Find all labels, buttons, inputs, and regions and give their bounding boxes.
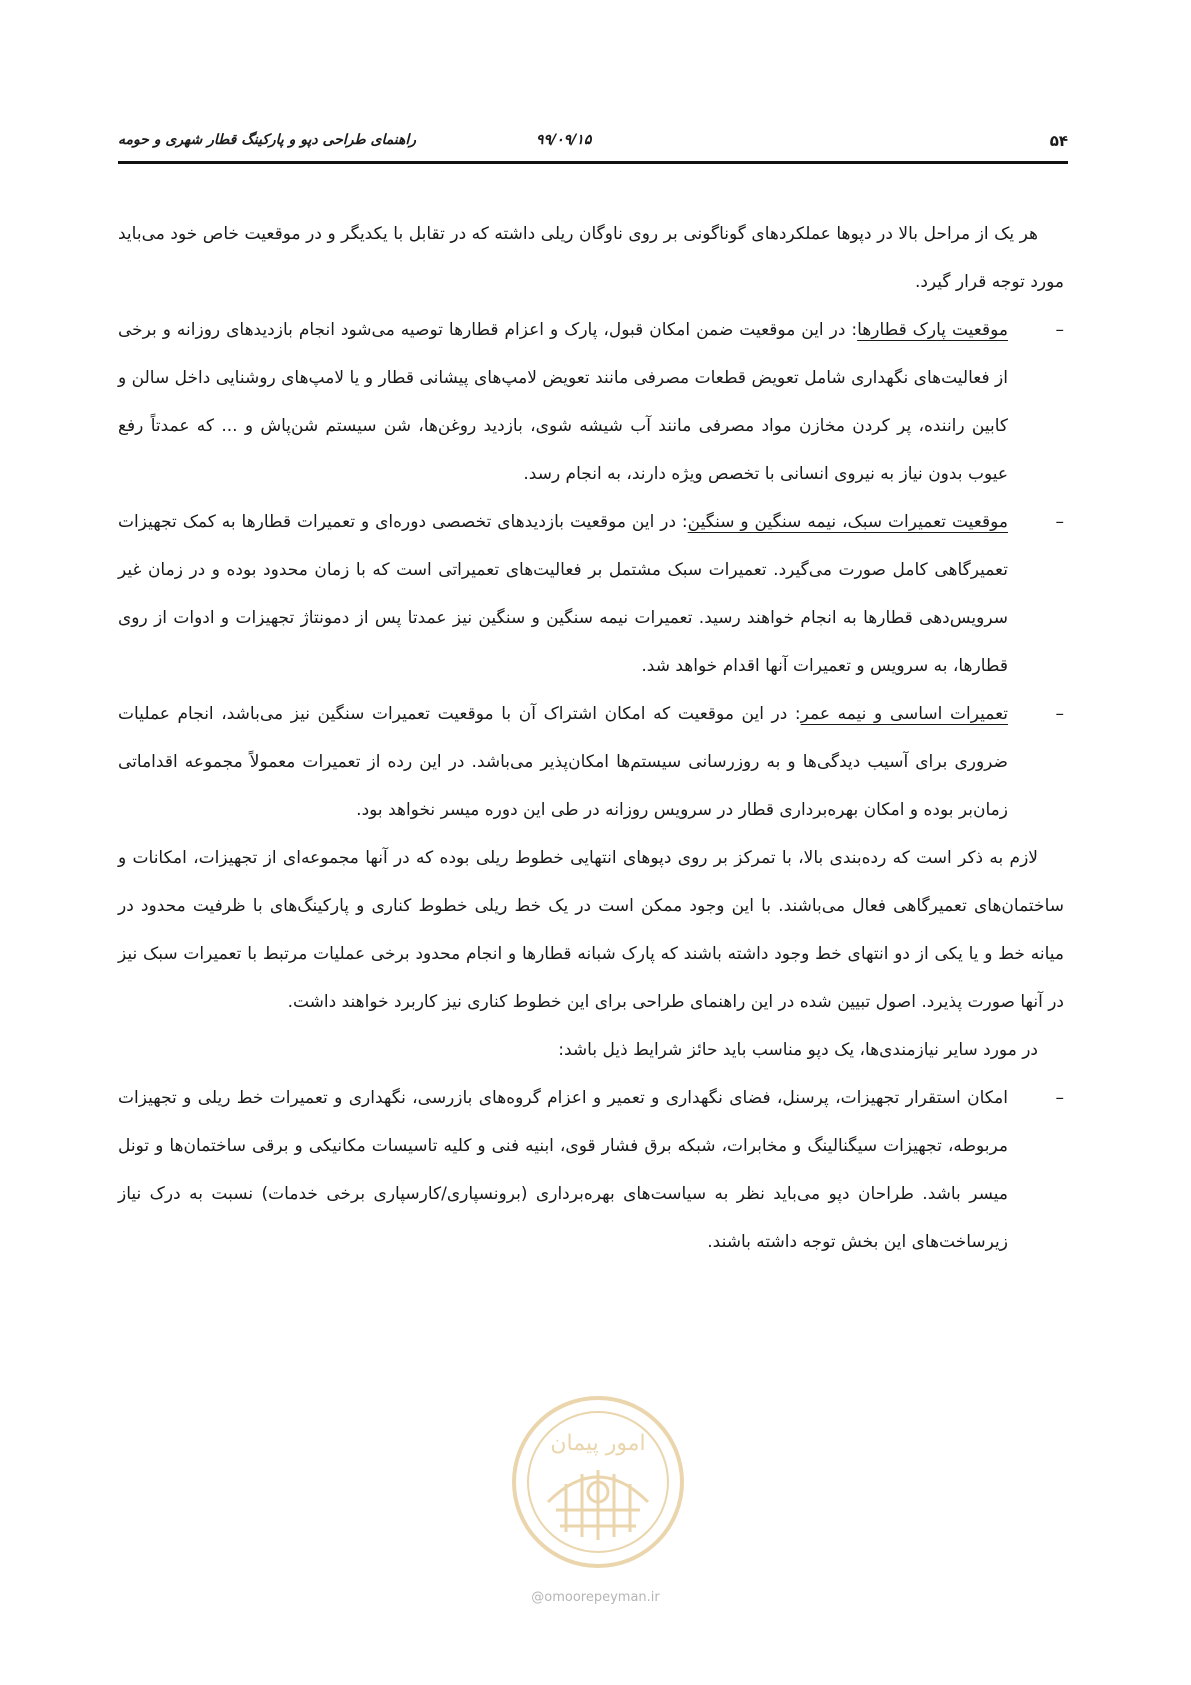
bullet-text: : در این موقعیت ضمن امکان قبول، پارک و اعزام قطارها توصیه می‌شود انجام بازدیدهای روزانه و برخی از فعالیت‌های نگهداری شامل تعویض قطعات مصرفی مانند تعویض لامپ‌های پیشانی قطار و یا لامپ‌های روشنایی داخل سالن و کابین راننده، پر کردن مخازن مواد مصرفی مانند آب شیشه شوی، بازدید روغن‌ها، شن سیستم شن‌پاش و ... که عمدتاً رفع عیوب بدون نیاز به نیروی انسانی با تخصص ویژه دارند، به انجام رسد. [118,320,1008,484]
bullet-text: امکان استقرار تجهیزات، پرسنل، فضای نگهداری و تعمیر و اعزام گروه‌های بازرسی، نگهداری و تعمیرات خط ریلی و تجهیزات مربوطه، تجهیزات سیگنالینگ و مخابرات، شبکه برق فشار قوی، ابنیه فنی و کلیه تاسیسات مکانیکی و برقی ساختمان‌ها و تونل میسر باشد. طراحان دپو می‌باید نظر به سیاست‌های بهره‌برداری (برونسپاری/کارسپاری برخی خدمات) نسبت به درک نیاز زیرساخت‌های این بخش توجه داشته باشند. [118,1088,1008,1252]
header-title: راهنمای طراحی دپو و پارکینگ قطار شهری و حومه [118,132,417,148]
bullet-text: : در این موقعیت بازدیدهای تخصصی دوره‌ای و تعمیرات قطارها به کمک تجهیزات تعمیرگاهی کامل صورت می‌گیرد. تعمیرات سبک مشتمل بر فعالیت‌های تعمیراتی است که با زمان محدود بوده و در زمان غیر سرویس‌دهی قطارها به انجام خواهند رسید. تعمیرات نیمه سنگین و سنگین نیز عمدتا پس از دمونتاژ تجهیزات و ادوات از روی قطارها، به سرویس و تعمیرات آنها اقدام خواهد شد. [118,512,1008,676]
list-item [118,306,1064,498]
page-header [118,128,1068,156]
list-item [118,690,1064,834]
bullet-term: تعمیرات اساسی و نیمه عمر [800,704,1009,724]
watermark-url: @omoorepeyman.ir [531,1590,660,1605]
bullet-text: : در این موقعیت که امکان اشتراک آن با موقعیت تعمیرات سنگین نیز می‌باشد، انجام عملیات ضروری برای آسیب دیدگی‌ها و به روزرسانی سیستم‌ها امکان‌پذیر می‌باشد. در این رده از تعمیرات معمولاً مجموعه اقداماتی زمان‌بر بوده و امکان بهره‌برداری قطار در سرویس روزانه در طی این دوره میسر نخواهد بود. [118,704,1008,820]
bullet-dash: – [1055,512,1064,532]
bullet-dash: – [1055,1088,1064,1108]
bullet-body [118,690,1008,834]
paragraph-requirements-intro: در مورد سایر نیازمندی‌ها، یک دپو مناسب باید حائز شرایط ذیل باشد: [558,1040,1038,1060]
bullet-term: موقعیت تعمیرات سبک، نیمه سنگین و سنگین [687,512,1008,532]
list-item [118,1074,1064,1266]
bullet-dash: – [1055,320,1064,340]
paragraph-trackside-depots: لازم به ذکر است که رده‌بندی بالا، با تمرکز بر روی دپوهای انتهایی خطوط ریلی بوده که در آنها مجموعه‌ای از تجهیزات، امکانات و ساختمان‌های تعمیرگاهی فعال می‌باشند. با این وجود ممکن است در یک خط ریلی خطوط کناری و پارکینگ‌های با ظرفیت محدود در میانه خط و یا یکی از دو انتهای خط وجود داشته باشند که پارک شبانه قطارها و انجام محدود برخی عملیات مرتبط با تعمیرات سبک نیز در آنها صورت پذیرد. اصول تبیین شده در این راهنمای طراحی برای این خطوط کناری نیز کاربرد خواهند داشت. [118,848,1064,1012]
bullet-dash: – [1055,704,1064,724]
seal-text: امور پیمان [550,1431,646,1456]
seal-emblem-icon [548,1470,648,1540]
header-date: ۹۹/۰۹/۱۵ [536,132,592,148]
bullet-list-requirements [118,1074,1064,1266]
list-item [118,498,1064,690]
bullet-body [118,306,1008,498]
watermark-seal-icon [508,1392,688,1572]
header-divider [118,161,1068,164]
body-text [118,210,1064,1266]
intro-paragraph: هر یک از مراحل بالا در دپوها عملکردهای گوناگونی بر روی ناوگان ریلی داشته که در تقابل با یکدیگر و در موقعیت خاص خود می‌باید مورد توجه قرار گیرد. [118,224,1064,292]
bullet-term: موقعیت پارک قطارها [857,320,1008,340]
page-number: ۵۴ [1049,132,1068,150]
bullet-body [118,498,1008,690]
bullet-list-positions [118,306,1064,834]
